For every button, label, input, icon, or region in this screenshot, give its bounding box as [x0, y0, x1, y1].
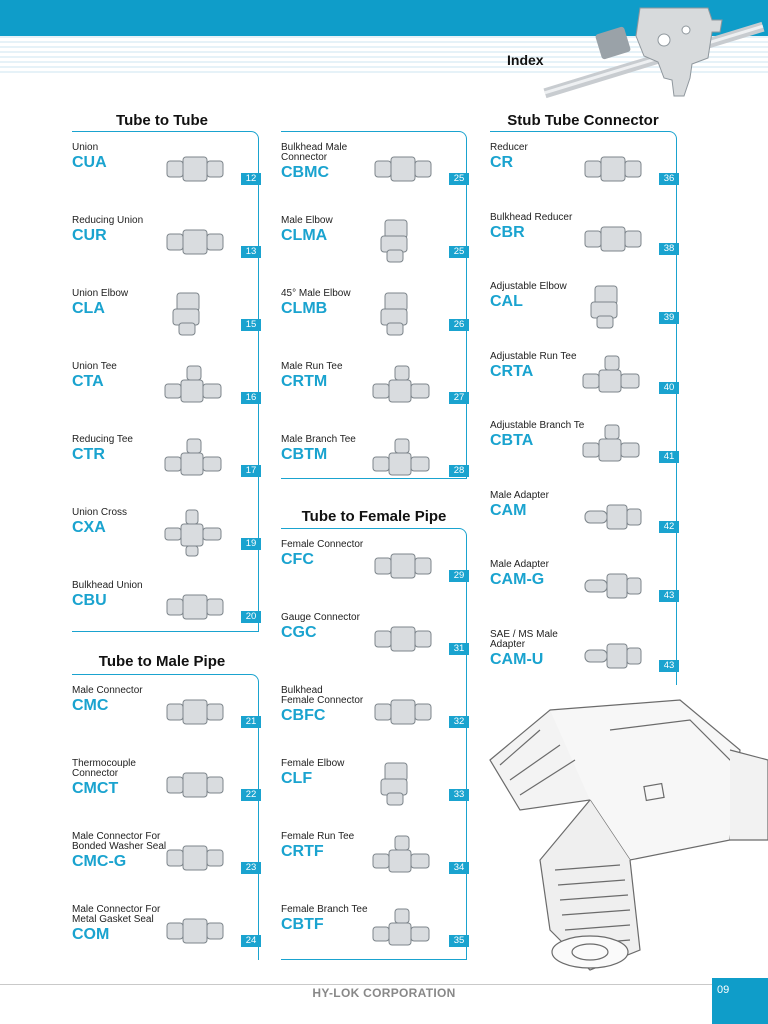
item-code: CBTF [281, 916, 324, 933]
page-reference-badge[interactable]: 40 [659, 382, 679, 394]
page-reference-badge[interactable]: 42 [659, 521, 679, 533]
item-description: Female Connector [281, 539, 364, 550]
item-code: CGC [281, 624, 317, 641]
item-description: Male Elbow [281, 215, 333, 226]
item-description: Male Connector For Bonded Washer Seal [72, 831, 167, 852]
page-reference-badge[interactable]: 43 [659, 660, 679, 672]
catalog-item[interactable] [281, 540, 467, 600]
page-reference-badge[interactable]: 27 [449, 392, 469, 404]
fitting-image-icon [163, 832, 227, 882]
page-reference-badge[interactable]: 38 [659, 243, 679, 255]
catalog-item[interactable] [72, 686, 259, 746]
index-heading: Index [507, 52, 544, 68]
fitting-image-icon [371, 289, 435, 339]
item-code: CBR [490, 223, 525, 241]
section-title-stub-tube-connector: Stub Tube Connector [507, 112, 659, 129]
fitting-image-icon [581, 282, 645, 332]
item-description: Bulkhead Reducer [490, 211, 573, 223]
fitting-image-icon [581, 143, 645, 193]
fitting-image-icon [581, 560, 645, 610]
page-reference-badge[interactable]: 26 [449, 319, 469, 331]
item-description: Male Run Tee [281, 361, 343, 372]
item-code: COM [72, 926, 110, 943]
page-reference-badge[interactable]: 23 [241, 862, 261, 874]
item-description: Female Elbow [281, 758, 345, 769]
item-description: Male Connector [72, 685, 143, 696]
page-reference-badge[interactable]: 20 [241, 611, 261, 623]
page-reference-badge[interactable]: 39 [659, 312, 679, 324]
item-description: 45° Male Elbow [281, 288, 351, 299]
catalog-item[interactable] [72, 216, 259, 276]
item-code: CRTM [281, 373, 328, 390]
fitting-image-icon [581, 630, 645, 680]
catalog-item[interactable] [72, 143, 259, 203]
catalog-item[interactable] [72, 362, 259, 422]
catalog-item[interactable] [490, 491, 677, 551]
item-description: Union [72, 142, 99, 153]
item-description: Reducing Tee [72, 434, 133, 445]
fitting-image-icon [371, 832, 435, 882]
fitting-image-icon [163, 581, 227, 631]
item-description: Union Cross [72, 507, 128, 518]
item-code: CTA [72, 373, 104, 390]
item-description: Male Adapter [490, 489, 549, 501]
fitting-sketch-illustration [480, 690, 768, 980]
fitting-image-icon [163, 435, 227, 485]
fitting-image-icon [371, 759, 435, 809]
footer-brand: HY-LOK CORPORATION [312, 986, 456, 1000]
fitting-image-icon [371, 143, 435, 193]
catalog-item[interactable] [281, 362, 467, 422]
item-description: Female Run Tee [281, 831, 355, 842]
catalog-item[interactable] [281, 686, 467, 746]
page-reference-badge[interactable]: 32 [449, 716, 469, 728]
fitting-image-icon [371, 216, 435, 266]
item-code: CR [490, 154, 514, 171]
footer-divider [0, 984, 768, 985]
item-description: Adjustable Elbow [490, 281, 567, 292]
catalog-item[interactable] [490, 213, 677, 273]
catalog-item[interactable] [281, 759, 467, 819]
fitting-image-icon [371, 362, 435, 412]
fitting-image-icon [163, 143, 227, 193]
item-code: CLA [72, 300, 105, 317]
fitting-image-icon [581, 491, 645, 541]
fitting-image-icon [371, 905, 435, 955]
page-reference-badge[interactable]: 36 [659, 173, 679, 185]
item-description: Gauge Connector [281, 612, 360, 623]
page-reference-badge[interactable]: 43 [659, 590, 679, 602]
catalog-item[interactable] [490, 560, 677, 620]
catalog-item[interactable] [281, 289, 467, 349]
item-description: Male Connector For Metal Gasket Seal [72, 904, 161, 925]
catalog-item[interactable] [72, 289, 259, 349]
page-reference-badge[interactable]: 33 [449, 789, 469, 801]
item-code: CBFC [281, 707, 326, 724]
page-reference-badge[interactable]: 19 [241, 538, 261, 550]
page-reference-badge[interactable]: 41 [659, 451, 679, 463]
catalog-item[interactable] [490, 630, 677, 690]
item-code: CMC [72, 697, 109, 714]
fitting-image-icon [371, 686, 435, 736]
catalog-item[interactable] [72, 581, 259, 641]
catalog-item[interactable] [490, 143, 677, 203]
catalog-item[interactable] [490, 352, 677, 412]
fitting-image-icon [371, 435, 435, 485]
page-reference-badge[interactable]: 15 [241, 319, 261, 331]
page-reference-badge[interactable]: 17 [241, 465, 261, 477]
item-code: CAM-U [490, 650, 544, 668]
section-title-tube-to-female-pipe: Tube to Female Pipe [301, 508, 447, 525]
page-reference-badge[interactable]: 34 [449, 862, 469, 874]
item-code: CLMB [281, 300, 328, 317]
fitting-image-icon [163, 362, 227, 412]
fitting-image-icon [581, 421, 645, 471]
catalog-item[interactable] [490, 282, 677, 342]
item-description: Adjustable Run Tee [490, 350, 577, 362]
fitting-image-icon [371, 613, 435, 663]
item-description: Thermocouple Connector [72, 758, 136, 779]
fitting-image-icon [371, 540, 435, 590]
fitting-image-icon [163, 289, 227, 339]
catalog-item[interactable] [281, 216, 467, 276]
catalog-item[interactable] [281, 435, 467, 495]
item-description: Bulkhead Male Connector [281, 142, 348, 163]
item-description: Male Adapter [490, 559, 549, 570]
gap-gauge-tool-icon [540, 0, 768, 110]
item-code: CBMC [281, 164, 329, 181]
catalog-item[interactable] [72, 759, 259, 819]
catalog-item[interactable] [490, 421, 677, 481]
catalog-item[interactable] [281, 613, 467, 673]
page-number: 09 [717, 984, 730, 996]
catalog-item[interactable] [281, 832, 467, 892]
page-reference-badge[interactable]: 25 [449, 246, 469, 258]
catalog-item[interactable] [72, 508, 259, 568]
item-code: CUR [72, 227, 107, 244]
item-code: CBTM [281, 446, 328, 463]
item-description: Bulkhead Union [72, 580, 143, 591]
item-description: SAE / MS Male Adapter [490, 628, 558, 650]
item-code: CRTA [490, 362, 534, 380]
item-code: CXA [72, 519, 106, 536]
page-reference-badge[interactable]: 28 [449, 465, 469, 477]
page-reference-badge[interactable]: 22 [241, 789, 261, 801]
fitting-image-icon [163, 216, 227, 266]
fitting-image-icon [163, 759, 227, 809]
fitting-image-icon [163, 905, 227, 955]
item-code: CAL [490, 293, 523, 310]
section-title-tube-to-tube: Tube to Tube [116, 112, 208, 129]
page-reference-badge[interactable]: 13 [241, 246, 261, 258]
item-code: CBU [72, 592, 107, 609]
fitting-image-icon [581, 213, 645, 263]
page-reference-badge[interactable]: 16 [241, 392, 261, 404]
item-code: CBTA [490, 432, 534, 449]
page-reference-badge[interactable]: 29 [449, 570, 469, 582]
item-code: CMC-G [72, 853, 127, 870]
page-reference-badge[interactable]: 35 [449, 935, 469, 947]
page-reference-badge[interactable]: 31 [449, 643, 469, 655]
fitting-image-icon [581, 352, 645, 402]
fitting-image-icon [163, 686, 227, 736]
item-description: Union Elbow [72, 288, 129, 299]
page-reference-badge[interactable]: 25 [449, 173, 469, 185]
item-description: Bulkhead Female Connector [281, 685, 364, 706]
item-description: Reducer [490, 142, 528, 153]
catalog-item[interactable] [72, 905, 259, 965]
page-reference-badge[interactable]: 24 [241, 935, 261, 947]
catalog-item[interactable] [72, 435, 259, 495]
section-title-tube-to-male-pipe: Tube to Male Pipe [98, 653, 226, 670]
item-code: CAM-G [490, 571, 545, 588]
catalog-item[interactable] [72, 832, 259, 892]
item-description: Union Tee [72, 361, 117, 372]
item-code: CMCT [72, 780, 119, 797]
item-description: Male Branch Tee [281, 434, 356, 445]
item-code: CLF [281, 770, 313, 787]
catalog-item[interactable] [281, 143, 467, 203]
item-code: CRTF [281, 843, 324, 860]
item-code: CUA [72, 154, 107, 171]
page-reference-badge[interactable]: 21 [241, 716, 261, 728]
item-description: Reducing Union [72, 215, 144, 226]
item-code: CTR [72, 446, 105, 463]
catalog-item[interactable] [281, 905, 467, 965]
item-code: CFC [281, 551, 314, 568]
item-code: CLMA [281, 227, 328, 244]
item-description: Female Branch Tee [281, 904, 368, 915]
item-code: CAM [490, 501, 527, 519]
item-description: Adjustable Branch Te [490, 420, 585, 431]
fitting-image-icon [163, 508, 227, 558]
page-reference-badge[interactable]: 12 [241, 173, 261, 185]
